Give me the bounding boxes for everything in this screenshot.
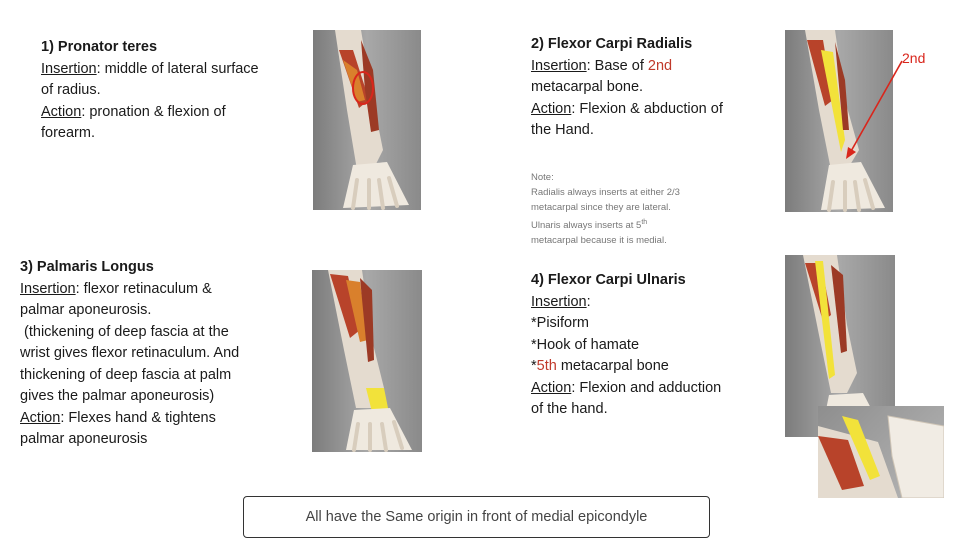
action-label: Action xyxy=(531,379,572,396)
wrist-inset-image xyxy=(818,406,944,498)
action-label: Action xyxy=(41,103,82,120)
section-title: 2) Flexor Carpi Radialis xyxy=(531,36,693,52)
forearm-illustration xyxy=(313,30,421,210)
section-title: 4) Flexor Carpi Ulnaris xyxy=(531,272,686,288)
highlight-2nd: 2nd xyxy=(647,57,673,74)
footer-text: All have the Same origin in front of medial epicondyle xyxy=(305,509,648,525)
section-pronator-teres: 1) Pronator teres Insertion: middle of lateral surface of radius. Action: pronation & flexion of forearm. xyxy=(41,39,259,141)
wrist-illustration xyxy=(818,406,944,498)
insertion-label: Insertion xyxy=(20,280,76,297)
annotation-2nd-label: 2nd xyxy=(902,50,926,66)
action-label: Action xyxy=(531,100,572,117)
section-title: 3) Palmaris Longus xyxy=(20,259,154,275)
section-flexor-carpi-radialis: 2) Flexor Carpi Radialis Insertion: Base of 2nd metacarpal bone. Action: Flexion & abduction of the Hand. xyxy=(531,36,723,138)
insertion-label: Insertion xyxy=(531,57,587,74)
footer-note-box xyxy=(243,496,710,538)
highlight-5th: 5th xyxy=(536,358,557,374)
note-block: Note: Radialis always inserts at either 2/3 metacarpal since they are lateral. Ulnaris always inserts at 5th metacarpal because it is medial. xyxy=(531,172,680,247)
section-title: 1) Pronator teres xyxy=(41,39,158,55)
insertion-label: Insertion xyxy=(41,60,97,77)
insertion-label: Insertion xyxy=(531,293,587,310)
palmaris-longus-image xyxy=(312,270,422,452)
arrow-annotation xyxy=(840,55,910,165)
section-palmaris-longus: 3) Palmaris Longus Insertion: flexor retinaculum & palmar aponeurosis. (thickening of deep fascia at the wrist gives flexor retinaculum. And thickening of deep fascia at palm gives the palmar aponeurosis) Action: Flexes hand & tightens palmar aponeurosis xyxy=(20,259,240,447)
forearm-illustration xyxy=(312,270,422,452)
section-flexor-carpi-ulnaris: 4) Flexor Carpi Ulnaris Insertion: *Pisiform *Hook of hamate *5th metacarpal bone Action: Flexion and adduction of the hand. xyxy=(531,272,722,417)
action-label: Action xyxy=(20,409,61,426)
pronator-teres-image xyxy=(313,30,421,210)
